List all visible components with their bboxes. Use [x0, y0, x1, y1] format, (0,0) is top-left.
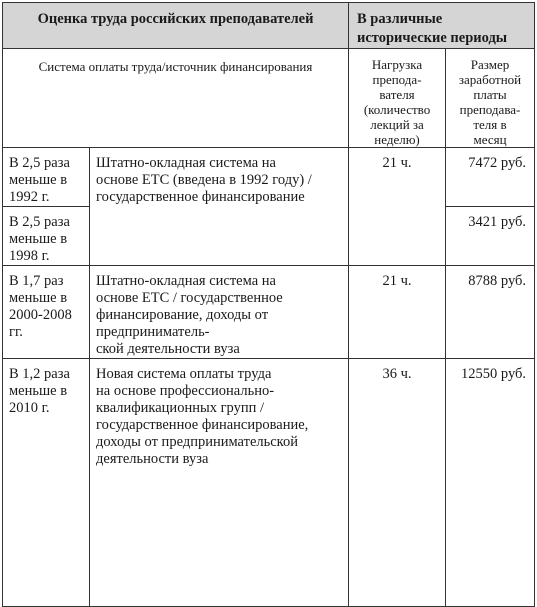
- salary-cell: 7472 руб.: [446, 148, 535, 207]
- comparison-cell: В 1,2 раза меньше в 2010 г.: [3, 359, 90, 607]
- periods-header: В различные исторические периоды: [349, 3, 535, 49]
- system-column-header: Система оплаты труда/источник финансирования: [3, 49, 349, 148]
- salary-column-header: Размер заработной платы преподава- теля в месяц: [446, 49, 535, 148]
- salary-cell: 3421 руб.: [446, 207, 535, 266]
- comparison-cell: В 2,5 раза меньше в 1998 г.: [3, 207, 90, 266]
- salary-table: [2, 2, 535, 607]
- load-cell: 21 ч.: [349, 148, 446, 266]
- load-cell: 36 ч.: [349, 359, 446, 607]
- comparison-cell: В 1,7 раз меньше в 2000-2008 гг.: [3, 266, 90, 359]
- subheader-row: [3, 49, 535, 148]
- load-column-header: Нагрузка препода- вателя (количество лекций за неделю): [349, 49, 446, 148]
- system-cell: Штатно-окладная система на основе ЕТС (введена в 1992 году) / государственное финансирование: [90, 148, 349, 266]
- system-cell: Новая система оплаты труда на основе профессионально- квалификационных групп / государственное финансирование, доходы от предпринимательской деятельности вуза: [90, 359, 349, 607]
- table-row: [3, 359, 535, 607]
- table-title: Оценка труда российских преподавателей: [3, 3, 349, 49]
- comparison-cell: В 2,5 раза меньше в 1992 г.: [3, 148, 90, 207]
- load-cell: 21 ч.: [349, 266, 446, 359]
- header-row: [3, 3, 535, 49]
- salary-cell: 12550 руб.: [446, 359, 535, 607]
- system-cell: Штатно-окладная система на основе ЕТС / государственное финансирование, доходы от предприниматель- ской деятельности вуза: [90, 266, 349, 359]
- table-row: [3, 148, 535, 207]
- salary-cell: 8788 руб.: [446, 266, 535, 359]
- table-row: [3, 266, 535, 359]
